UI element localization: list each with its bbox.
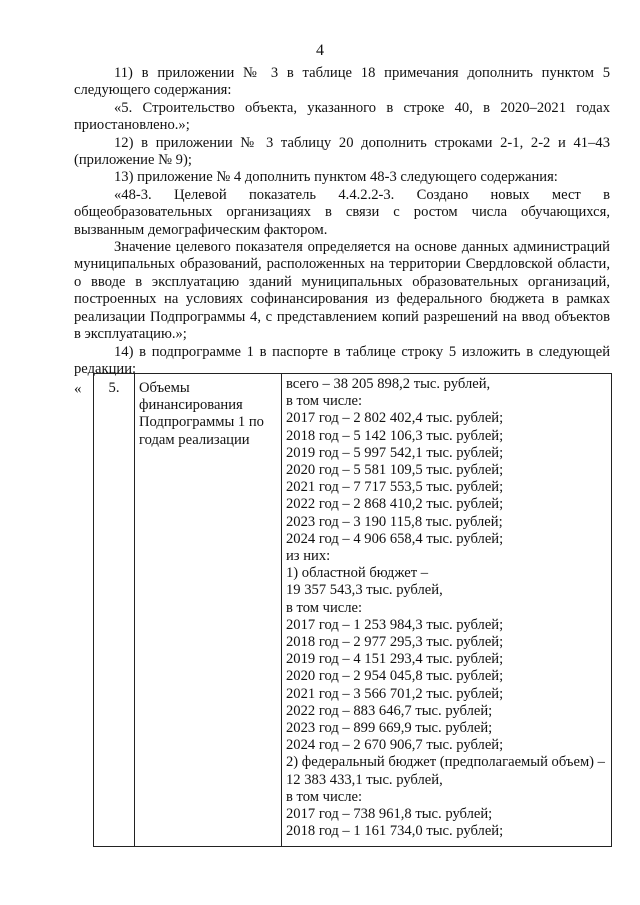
value-line: 2021 год – 7 717 553,5 тыс. рублей;	[286, 479, 504, 496]
value-line: 2018 год – 5 142 106,3 тыс. рублей;	[286, 427, 504, 444]
quote-open-mark: «	[74, 381, 82, 397]
value-line: 2017 год – 1 253 984,3 тыс. рублей;	[286, 616, 504, 633]
paragraph-item-12: 12) в приложении № 3 таблицу 20 дополнить строками 2-1, 2-2 и 41–43 (приложение № 9);	[74, 134, 610, 169]
value-line: 2) федеральный бюджет (предполагаемый объем) – 12 383 433,1 тыс. рублей,	[286, 754, 605, 788]
document-body	[74, 65, 610, 378]
paragraph-quote-5: «5. Строительство объекта, указанного в строке 40, в 2020–2021 годах приостановлено.»;	[74, 99, 610, 134]
value-line: 2019 год – 5 997 542,1 тыс. рублей;	[286, 444, 504, 461]
value-line: всего – 38 205 898,2 тыс. рублей,	[286, 376, 491, 392]
value-line: 2024 год – 2 670 906,7 тыс. рублей;	[286, 737, 504, 754]
paragraph-quote-48-3: «48-3. Целевой показатель 4.4.2.2-3. Создано новых мест в общеобразовательных организациях в связи с ростом числа обучающихся, вызванным демографическим фактором.	[74, 186, 610, 238]
financing-table	[93, 373, 612, 847]
value-line: 2023 год – 3 190 115,8 тыс. рублей;	[286, 513, 503, 530]
value-line: 2020 год – 2 954 045,8 тыс. рублей;	[286, 668, 504, 685]
value-line: 2021 год – 3 566 701,2 тыс. рублей;	[286, 685, 504, 702]
value-line: 1) областной бюджет –	[286, 565, 429, 582]
value-line: 2023 год – 899 669,9 тыс. рублей;	[286, 720, 493, 737]
value-line: в том числе:	[286, 788, 363, 805]
value-line: в том числе:	[286, 599, 363, 616]
table-row	[94, 374, 612, 847]
paragraph-item-13: 13) приложение № 4 дополнить пунктом 48-3 следующего содержания:	[114, 169, 558, 186]
value-line: 19 357 543,3 тыс. рублей,	[286, 582, 443, 599]
paragraph-item-11: 11) в приложении № 3 в таблице 18 примечания дополнить пунктом 5 следующего содержания:	[74, 65, 610, 99]
value-line: 2017 год – 2 802 402,4 тыс. рублей;	[286, 410, 504, 427]
row-number-cell: 5.	[94, 374, 135, 847]
value-line: 2017 год – 738 961,8 тыс. рублей;	[286, 806, 493, 823]
paragraph-indicator-value: Значение целевого показателя определяется на основе данных администраций муниципальных образований, расположенных на территории Свердловской области, о вводе в эксплуатацию зданий муниципальных образовательных организаций, построенных на условиях софинансирования из федерального бюджета в рамках реализации Подпрограммы 4, с представлением копий разрешений на ввод объектов в эксплуатацию.»;	[74, 239, 610, 343]
value-line: 2018 год – 2 977 295,3 тыс. рублей;	[286, 634, 504, 651]
value-line: 2022 год – 883 646,7 тыс. рублей;	[286, 702, 493, 719]
value-line: 2020 год – 5 581 109,5 тыс. рублей;	[286, 462, 504, 479]
page-number: 4	[316, 42, 324, 59]
financing-table-block	[74, 373, 612, 851]
value-line: в том числе:	[286, 393, 363, 410]
value-line: 2019 год – 4 151 293,4 тыс. рублей;	[286, 651, 504, 668]
paragraph-item-14: 14) в подпрограмме 1 в паспорте в таблице строку 5 изложить в следующей редакции:	[74, 343, 610, 377]
value-line: 2024 год – 4 906 658,4 тыс. рублей;	[286, 530, 504, 547]
value-line: 2018 год – 1 161 734,0 тыс. рублей;	[286, 823, 504, 840]
value-line: из них:	[286, 548, 331, 565]
row-values-cell	[282, 374, 612, 847]
row-name-cell: Объемы финансирования Подпрограммы 1 по годам реализации	[135, 374, 282, 847]
value-line: 2022 год – 2 868 410,2 тыс. рублей;	[286, 496, 504, 513]
